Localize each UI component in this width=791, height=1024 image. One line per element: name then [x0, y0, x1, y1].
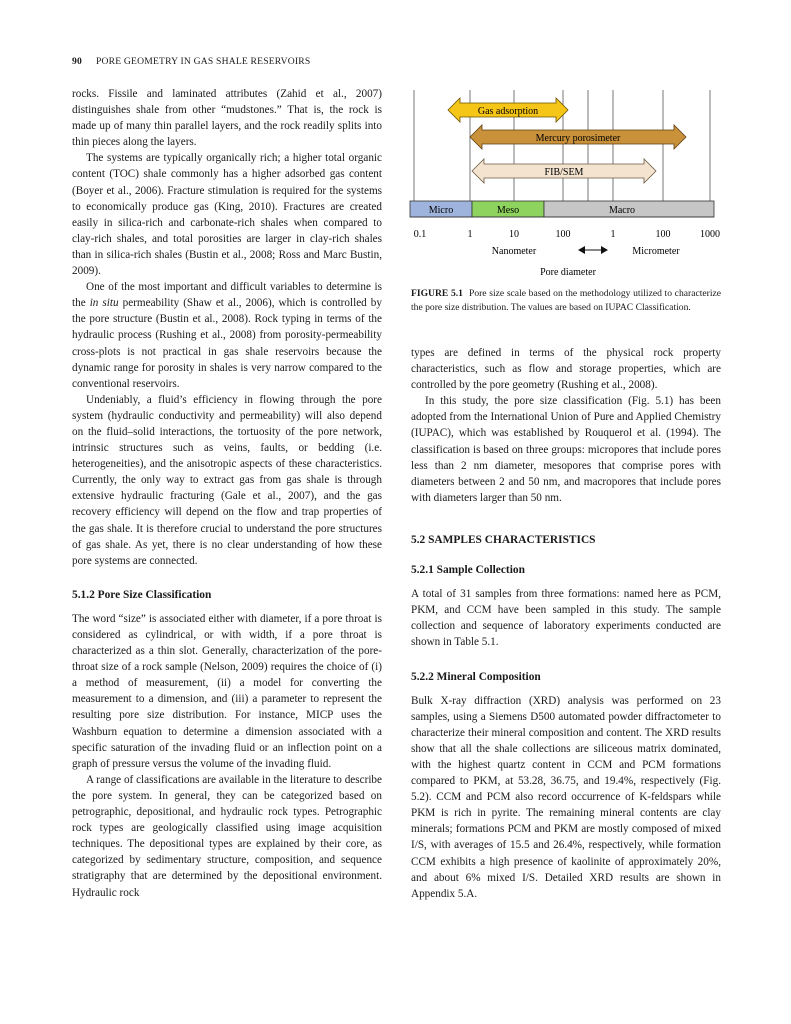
paragraph: The word “size” is associated either with diameter, if a pore throat is considered as cylindrical, or with width, if a pore throat is characterized as a thin slot. Generally, characterization of the pore-throat size of a rock sample (Nelson, 2009) requires the choice of (i) a method of measurement, (ii) a model for converting the measurement to a dimension, and (iii) a parameter to represent the resulting pore size distribution. For instance, MICP uses the Washburn equation to determine a dimension associated with a specific saturation of the invading fluid or an inflection point on a graph of pressure versus the volume of the invading fluid.: [72, 612, 382, 770]
macro-label: Macro: [608, 205, 636, 216]
paragraph: Bulk X-ray diffraction (XRD) analysis was performed on 23 samples, using a Siemens D500 automated powder diffractometer to characterize their mineral composition and content. The XRD results show that all the shale collections are siliceous matrix dominated, with the highest quartz content in CCM and PCM formations compared to PKM, at 53.28, 36.75, and 19.4%, respectively (Fig. 5.2). CCM and PCM also record occurrence of K-feldspars while PKM is rich in pyrite. The remaining mineral contents are clay minerals; formations PCM and PKM are mostly composed of mixed I/S, with averages of 15.5 and 26.4%, respectively, while formation CCM exhibits a high presence of kaolinite of approximately 20%, and about 6% mixed I/S. Detailed XRD results are shown in Appendix 5.A.: [411, 694, 721, 900]
pore-size-figure: [408, 86, 728, 280]
paragraph: One of the most important and difficult variables to determine is the in situ permeability (Shaw et al., 2006), which is controlled by the pore structure (Bustin et al., 2008). Rock typing in terms of the hydraulic process (Rushing et al., 2008) from porosity-permeability cross-plots is not practical in gas shale reservoirs because the dynamic range for porosity in shales is very narrow compared to the conventional reservoirs.: [72, 281, 382, 390]
page-number: 90: [72, 56, 82, 67]
paragraph: The systems are typically organically rich; a higher total organic content (TOC) shale commonly has a higher adsorbed gas content (Boyer et al., 2006). Fracture stimulation is required for the systems to economically produce gas (King, 2010). Fractures are created easily in silica-rich and carbonate-rich shales when compared to clay-rich shales, and total porosities are larger in clay-rich shales than in silica-rich shales (Bustin et al., 2008; Ross and Marc Bustin, 2009).: [72, 152, 382, 278]
section-heading: 5.2 SAMPLES CHARACTERISTICS: [411, 533, 596, 546]
page-header: [72, 56, 310, 67]
paragraph: types are defined in terms of the physical rock property characteristics, such as flow and storage properties, which are controlled by the pore geometry (Rushing et al., 2008).: [411, 347, 721, 392]
paragraph: In this study, the pore size classification (Fig. 5.1) has been adopted from the International Union of Pure and Applied Chemistry (IUPAC), which was established by Rouquerol et al. (1994). The classification is based on three groups: micropores that include pores less than 2 nm diameter, mesopores that comprise pores with diameters between 2 and 50 nm, and macropores that include pores with diameters larger than 50 nm.: [411, 395, 721, 504]
tick-label: 100: [655, 229, 671, 240]
subsection-heading: 5.1.2 Pore Size Classification: [72, 588, 212, 601]
tick-label: 100: [555, 229, 571, 240]
caption-label: FIGURE 5.1: [411, 288, 463, 299]
paragraph: A total of 31 samples from three formations: named here as PCM, PKM, and CCM have been sampled in this study. The sample collection and sequence of laboratory experiments conducted are shown in Table 5.1.: [411, 588, 721, 649]
left-column: [72, 86, 382, 901]
tick-label: 1: [610, 229, 616, 240]
mercury-porosimeter-label: Mercury porosimeter: [535, 133, 621, 144]
subsection-heading: 5.2.2 Mineral Composition: [411, 670, 541, 683]
tick-label: 1: [467, 229, 473, 240]
figure-caption: [411, 287, 721, 315]
tick-labels: [414, 229, 720, 240]
tick-label: 10: [509, 229, 519, 240]
tick-label: 1000: [700, 229, 720, 240]
paragraph: rocks. Fissile and laminated attributes (Zahid et al., 2007) distinguishes shale from other “mudstones.” That is, the rock is made up of many thin parallel layers, and the rock readily splits into thin pieces along the layers.: [72, 88, 382, 149]
meso-label: Meso: [496, 205, 520, 216]
axis-title: Pore diameter: [540, 267, 596, 278]
micrometer-label: Micrometer: [632, 246, 680, 257]
caption-text: Pore size scale based on the methodology utilized to characterize the pore size distribution. The values are based on IUPAC Classification.: [411, 288, 722, 313]
paragraph: A range of classifications are available in the literature to describe the pore system. In general, they can be categorized based on petrographic, depositional, and hydraulic rock types. Petrographic rock types are geologically classified using image acquisition techniques. The depositional types are explained by their core, as categorized by sedimentary structure, composition, and sequence stratigraphy that are determined by the depositional environment. Hydraulic rock: [72, 773, 382, 899]
fib-sem-label: FIB/SEM: [544, 167, 584, 178]
running-title: PORE GEOMETRY IN GAS SHALE RESERVOIRS: [96, 56, 311, 67]
gas-adsorption-label: Gas adsorption: [477, 106, 539, 117]
paragraph: Undeniably, a fluid’s efficiency in flowing through the pore system (hydraulic conductivity and permeability) will also depend on the fluid–solid interactions, the tortuosity of the pore network, intrinsic structures such as veins, faults, or bedding (i.e. heterogeneities), and the anisotropic aspects of these characteristics. Currently, the only way to extract gas from gas shale is through extensive hydraulic fracturing (Gale et al., 2007), and the gas recovery efficiency will depend on the flow and trap properties of the gas shale. It is therefore crucial to understand the pore structures of gas shale. As yet, there is no clear understanding of how these pore systems are connected.: [72, 393, 382, 567]
double-arrow-icon: [578, 246, 608, 254]
subsection-heading: 5.2.1 Sample Collection: [411, 564, 525, 577]
nanometer-label: Nanometer: [491, 246, 537, 257]
micro-label: Micro: [428, 205, 454, 216]
right-column: [411, 345, 721, 902]
tick-label: 0.1: [413, 229, 427, 240]
